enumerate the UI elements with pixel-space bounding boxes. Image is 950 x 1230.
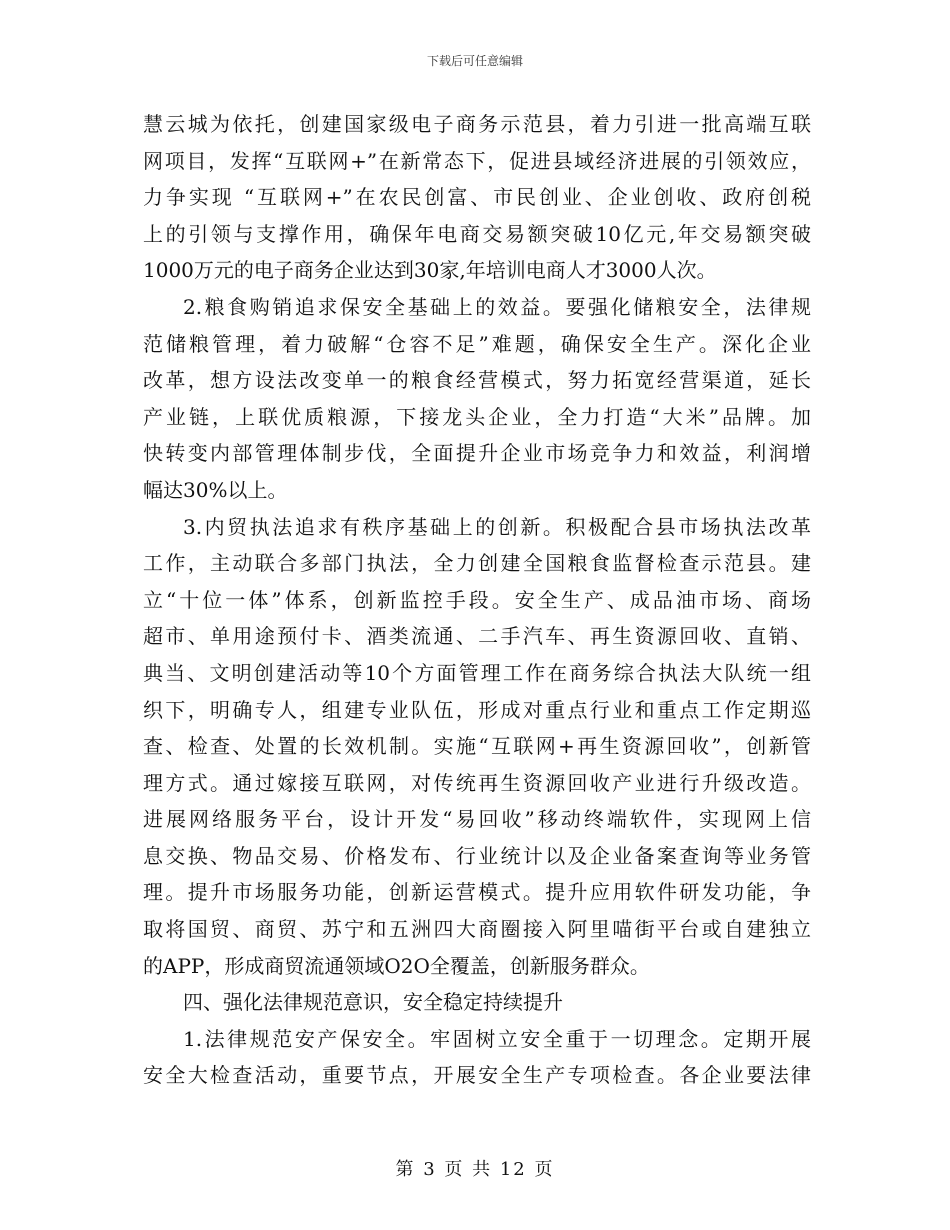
text-line: 典当、文明创建活动等10个方面管理工作在商务综合执法大队统一组	[143, 660, 811, 685]
page-footer: 第 3 页 共 12 页	[395, 1159, 555, 1180]
text-line: 安全大检查活动，重要节点，开展安全生产专项检查。各企业要法律	[143, 1063, 811, 1088]
text-line: 理方式。通过嫁接互联网，对传统再生资源回收产业进行升级改造。	[143, 770, 811, 795]
text-line: 2.粮食购销追求保安全基础上的效益。要强化储粮安全，法律规	[183, 294, 811, 319]
text-line: 四、强化法律规范意识，安全稳定持续提升	[183, 990, 563, 1015]
text-line: 1000万元的电子商务企业达到30家,年培训电商人才3000人次。	[143, 258, 717, 283]
text-line: 幅达30%以上。	[143, 477, 288, 502]
page-header: 下载后可任意编辑	[426, 54, 523, 68]
text-line: 1.法律规范安产保安全。牢固树立安全重于一切理念。定期开展	[183, 1026, 811, 1051]
text-line: 产业链，上联优质粮源，下接龙头企业，全力打造“大米”品牌。加	[143, 404, 811, 429]
text-line: 的APP，形成商贸流通领域O2O全覆盖，创新服务群众。	[143, 953, 650, 978]
text-line: 3.内贸执法追求有秩序基础上的创新。积极配合县市场执法改革	[183, 514, 811, 539]
document-body	[143, 106, 811, 1094]
text-line: 进展网络服务平台，设计开发“易回收”移动终端软件，实现网上信	[143, 807, 811, 832]
text-line: 工作，主动联合多部门执法，全力创建全国粮食监督检查示范县。建	[143, 551, 811, 576]
text-line: 力争实现 “互联网+”在农民创富、市民创业、企业创收、政府创税	[143, 185, 811, 210]
text-line: 网项目，发挥“互联网+”在新常态下，促进县域经济进展的引领效应，	[143, 148, 811, 173]
text-line: 息交换、物品交易、价格发布、行业统计以及企业备案查询等业务管	[143, 843, 811, 868]
text-line: 改革，想方设法改变单一的粮食经营模式，努力拓宽经营渠道，延长	[143, 368, 811, 393]
text-line: 理。提升市场服务功能，创新运营模式。提升应用软件研发功能，争	[143, 880, 811, 905]
text-line: 织下，明确专人，组建专业队伍，形成对重点行业和重点工作定期巡	[143, 697, 811, 722]
text-line: 取将国贸、商贸、苏宁和五洲四大商圈接入阿里喵街平台或自建独立	[143, 917, 811, 942]
text-line: 查、检查、处置的长效机制。实施“互联网+再生资源回收”，创新管	[143, 734, 811, 759]
text-line: 上的引领与支撑作用，确保年电商交易额突破10亿元,年交易额突破	[143, 221, 811, 246]
text-line: 立“十位一体”体系，创新监控手段。安全生产、成品油市场、商场	[143, 587, 811, 612]
text-line: 快转变内部管理体制步伐，全面提升企业市场竞争力和效益，利润增	[143, 441, 811, 466]
text-line: 范储粮管理，着力破解“仓容不足”难题，确保安全生产。深化企业	[143, 331, 811, 356]
text-line: 超市、单用途预付卡、酒类流通、二手汽车、再生资源回收、直销、	[143, 624, 811, 649]
text-line: 慧云城为依托，创建国家级电子商务示范县，着力引进一批高端互联	[143, 112, 811, 136]
